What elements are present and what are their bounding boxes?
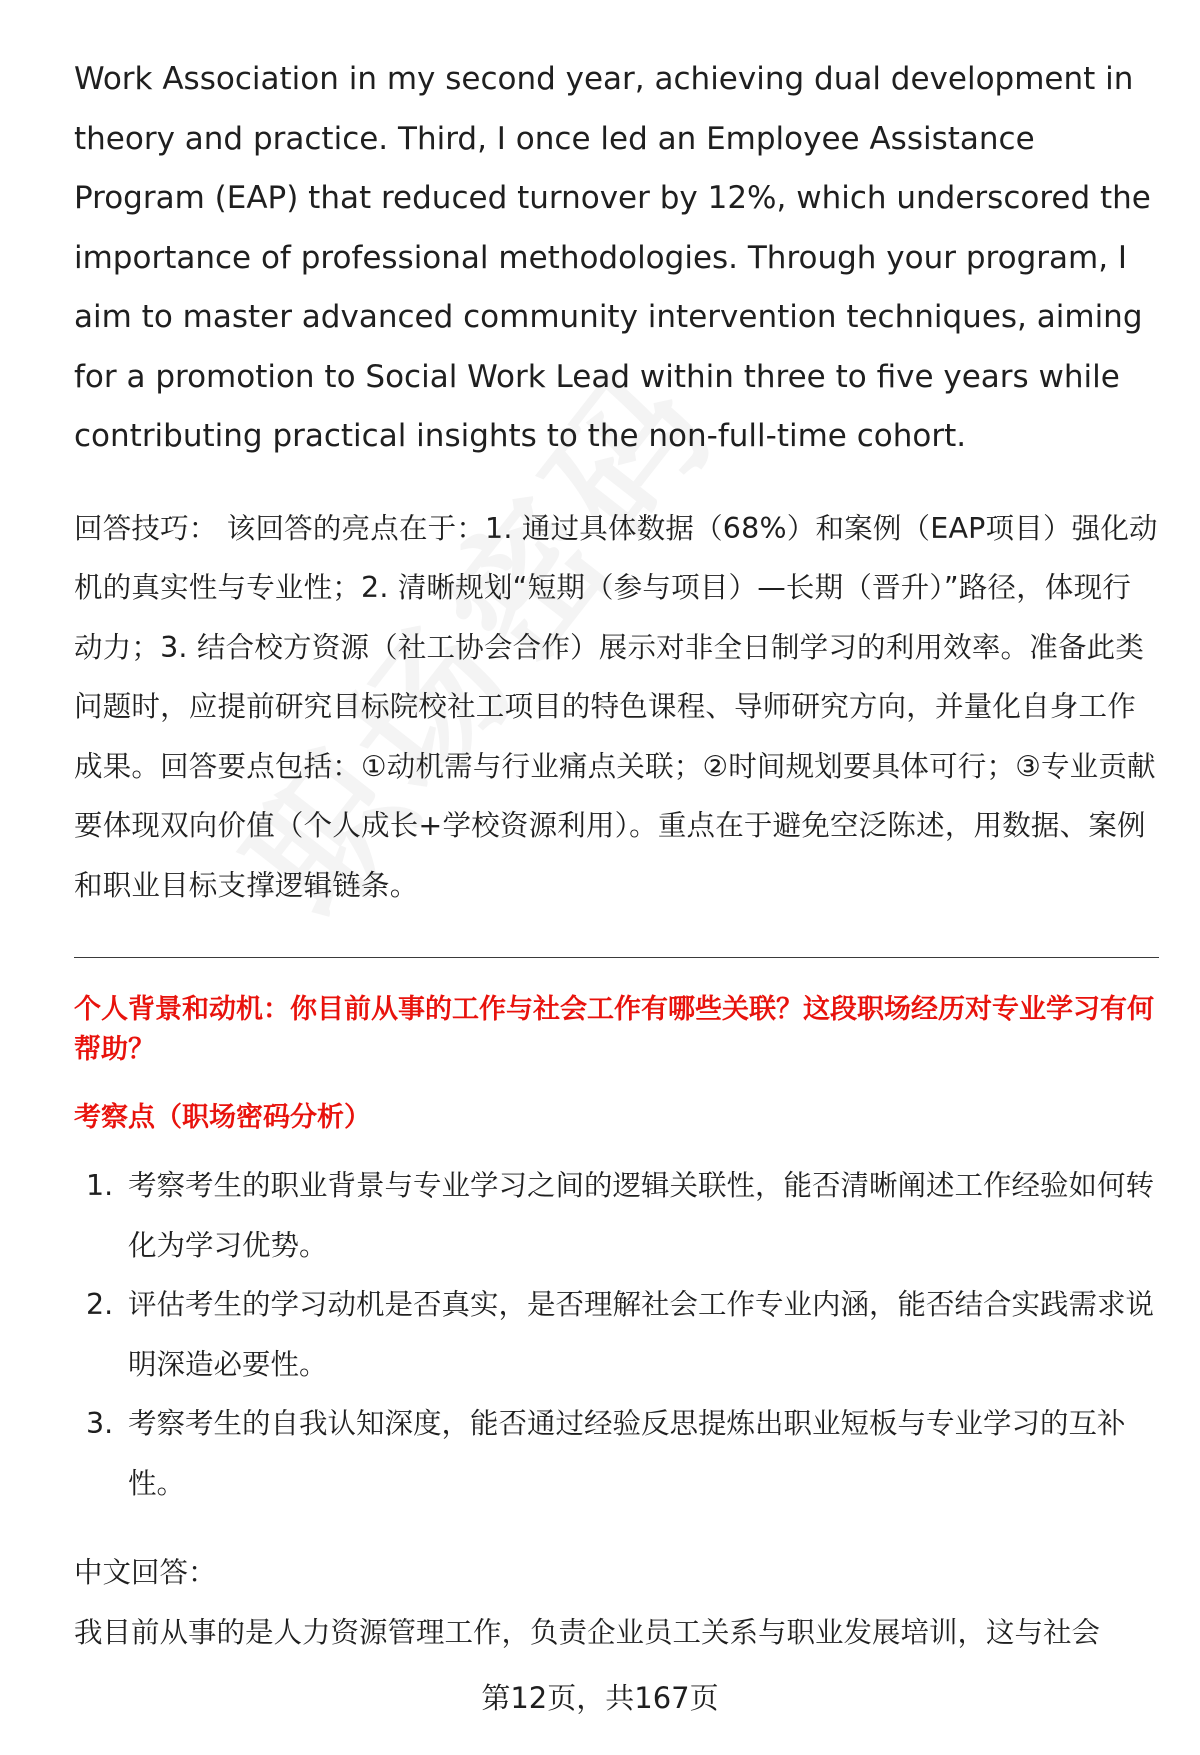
list-item bbox=[74, 1394, 1159, 1513]
list-item-number: 3. bbox=[86, 1407, 114, 1440]
list-item bbox=[74, 1275, 1159, 1394]
list-item-number: 1. bbox=[86, 1169, 114, 1202]
answer-tip-paragraph: 回答技巧： 该回答的亮点在于：1. 通过具体数据（68%）和案例（EAP项目）强化动机的真实性与专业性；2. 清晰规划“短期（参与项目）—长期（晋升）”路径，体现行动力；3. 结合校方资源（社工协会合作）展示对非全日制学习的利用效率。准备此类问题时，应提前研究目标院校社工项目的特色课程、导师研究方向，并量化自身工作成果。回答要点包括：①动机需与行业痛点关联；②时间规划要具体可行；③专业贡献要体现双向价值（个人成长+学校资源利用）。重点在于避免空泛陈述，用数据、案例和职业目标支撑逻辑链条。 bbox=[74, 511, 1158, 902]
assessment-heading: 考察点（职场密码分析） bbox=[74, 1102, 371, 1133]
assessment-points-list bbox=[74, 1156, 1159, 1513]
page-footer: 第12页，共167页 bbox=[481, 1681, 719, 1715]
document-body bbox=[74, 50, 1159, 1662]
list-item-number: 2. bbox=[86, 1288, 114, 1321]
list-item-text: 评估考生的学习动机是否真实，是否理解社会工作专业内涵，能否结合实践需求说明深造必要性。 bbox=[128, 1288, 1155, 1381]
question-heading: 个人背景和动机：你目前从事的工作与社会工作有哪些关联？这段职场经历对专业学习有何帮助？ bbox=[74, 994, 1154, 1065]
chinese-answer-label: 中文回答： bbox=[74, 1556, 217, 1589]
list-item-text: 考察考生的自我认知深度，能否通过经验反思提炼出职业短板与专业学习的互补性。 bbox=[128, 1407, 1126, 1500]
list-item-text: 考察考生的职业背景与专业学习之间的逻辑关联性，能否清晰阐述工作经验如何转化为学习优势。 bbox=[128, 1169, 1155, 1262]
list-item bbox=[74, 1156, 1159, 1275]
chinese-answer-text: 我目前从事的是人力资源管理工作，负责企业员工关系与职业发展培训，这与社会 bbox=[74, 1615, 1101, 1649]
english-answer-paragraph: Work Association in my second year, achieving dual development in theory and practice. Third, I once led an Employee Assistance Program (EAP) that reduced turnover by 12%, which underscored the importance of professional methodologies. Through your program, I aim to master advanced community intervention techniques, aiming for a promotion to Social Work Lead within three to five years while contributing practical insights to the non-full-time cohort. bbox=[74, 61, 1151, 454]
section-divider bbox=[74, 957, 1159, 958]
